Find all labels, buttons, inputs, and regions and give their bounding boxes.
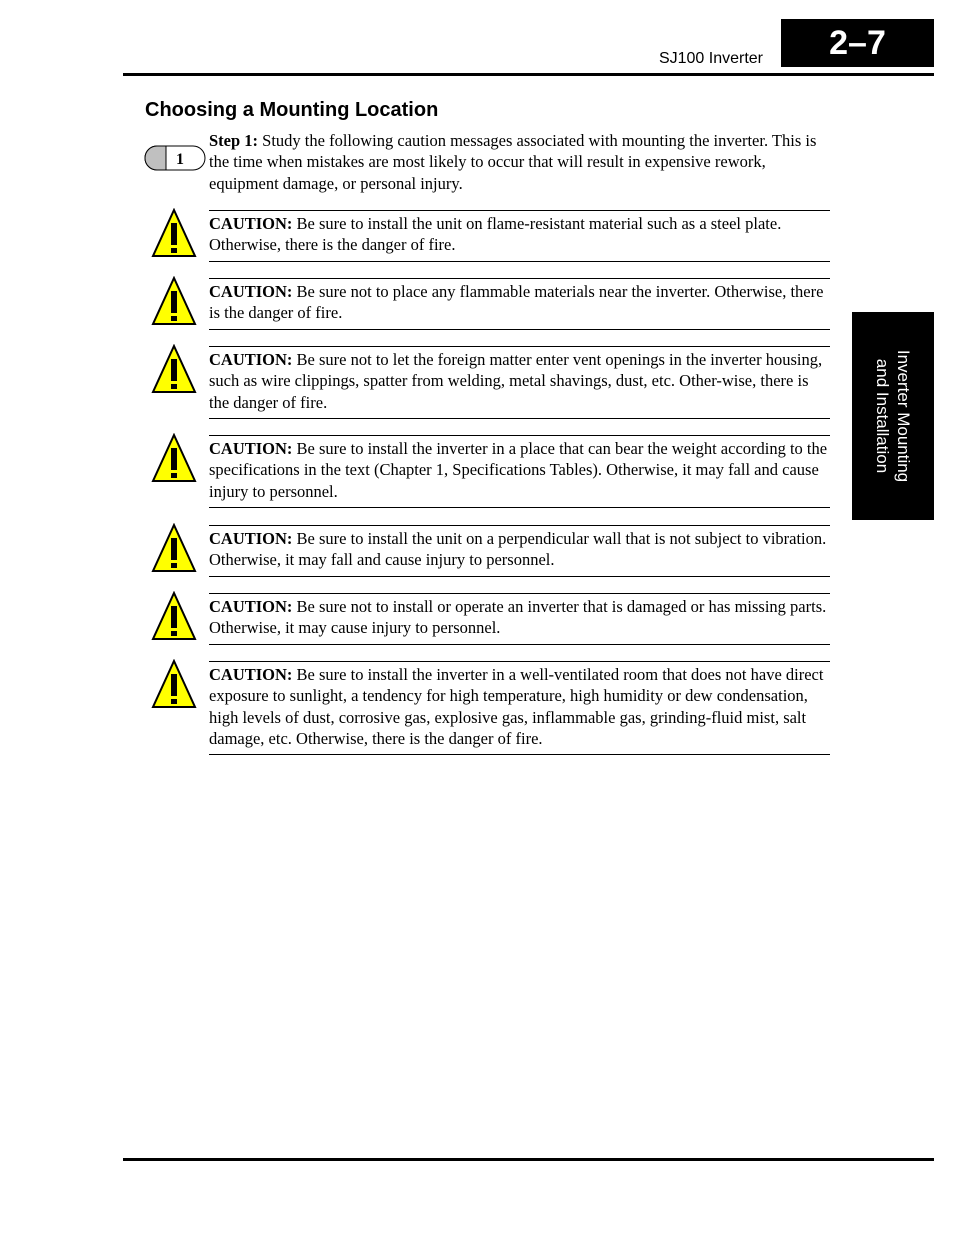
- caution-label: CAUTION:: [209, 214, 293, 233]
- step-number-text: 1: [176, 151, 184, 168]
- caution-label: CAUTION:: [209, 350, 293, 369]
- warning-triangle-icon: [151, 433, 197, 483]
- caution-block: [209, 661, 830, 755]
- caution-text: Be sure to install the inverter in a well-ventilated room that does not have direct exposure to sunlight, a tendency for high temperature, high humidity or dew condensation, high levels of dust, corrosive gas, explosive gas, inflammable gas, grinding-fluid mist, salt damage, etc. Otherwise, there is the danger of fire.: [209, 665, 824, 748]
- running-header-title: SJ100 Inverter: [658, 50, 763, 67]
- caution-label: CAUTION:: [209, 597, 293, 616]
- caution-text: Be sure not to let the foreign matter enter vent openings in the inverter housing, such as wire clippings, spatter from welding, metal shavings, dust, etc. Other-wise, there is the danger of fire.: [209, 350, 823, 412]
- caution-text: Be sure not to place any flammable materials near the inverter. Otherwise, there is the danger of fire.: [209, 282, 824, 323]
- footer-rule: [123, 1158, 934, 1161]
- caution-block: [209, 435, 830, 508]
- page-number-box: 2–7: [781, 19, 934, 67]
- step-label: Step 1:: [209, 131, 259, 150]
- caution-block: [209, 593, 830, 645]
- warning-triangle-icon: [151, 659, 197, 709]
- chapter-side-tab-label: [872, 350, 914, 482]
- caution-label: CAUTION:: [209, 529, 293, 548]
- step-paragraph: [209, 130, 831, 194]
- warning-triangle-icon: [151, 208, 197, 258]
- step-text: Study the following caution messages associated with mounting the inverter. This is the time when mistakes are most likely to occur that will result in expensive rework, equipment damage, or personal injury.: [209, 131, 817, 193]
- caution-block: [209, 210, 830, 262]
- caution-text: Be sure to install the inverter in a place that can bear the weight according to the specifications in the text (Chapter 1, Specifications Tables). Otherwise, it may fall and cause injury to personnel.: [209, 439, 828, 501]
- warning-triangle-icon: [151, 591, 197, 641]
- caution-label: CAUTION:: [209, 282, 293, 301]
- caution-block: [209, 525, 830, 577]
- caution-text: Be sure to install the unit on flame-resistant material such as a steel plate. Otherwise, there is the danger of fire.: [209, 214, 782, 255]
- side-tab-line-1: Inverter Mounting: [894, 349, 913, 483]
- step-number-icon: [144, 145, 206, 171]
- warning-triangle-icon: [151, 276, 197, 326]
- caution-text: Be sure not to install or operate an inverter that is damaged or has missing parts. Otherwise, it may cause injury to personnel.: [209, 597, 827, 638]
- caution-block: [209, 278, 830, 330]
- caution-block: [209, 346, 830, 419]
- caution-label: CAUTION:: [209, 439, 293, 458]
- header-rule: [123, 73, 934, 76]
- chapter-side-tab: [852, 312, 934, 520]
- warning-triangle-icon: [151, 523, 197, 573]
- warning-triangle-icon: [151, 344, 197, 394]
- section-title: Choosing a Mounting Location: [145, 99, 439, 121]
- caution-text: Be sure to install the unit on a perpendicular wall that is not subject to vibration. Otherwise, it may fall and cause injury to personnel.: [209, 529, 827, 570]
- side-tab-line-2: and Installation: [873, 358, 892, 474]
- caution-label: CAUTION:: [209, 665, 293, 684]
